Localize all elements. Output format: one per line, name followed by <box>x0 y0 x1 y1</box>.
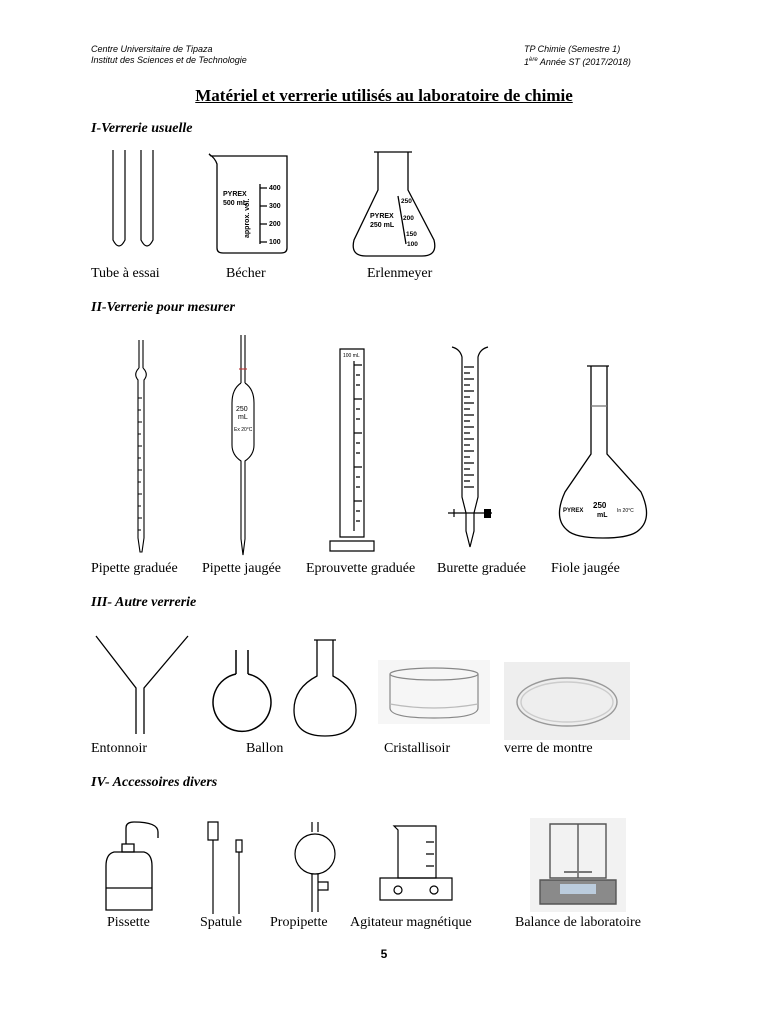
beaker-grad-300: 300 <box>269 203 281 210</box>
label-wash-bottle: Pissette <box>107 915 150 930</box>
label-pipette-bulb: Propipette <box>270 915 328 930</box>
header-university: Centre Universitaire de Tipaza <box>91 44 213 54</box>
section-heading-other-glassware: III- Autre verrerie <box>91 595 197 610</box>
beaker-volume: 500 mL <box>223 200 248 207</box>
label-spatula: Spatule <box>200 915 242 930</box>
round-flask-illustration <box>210 648 274 740</box>
lab-balance-illustration <box>530 818 626 912</box>
section-heading-accessories: IV- Accessoires divers <box>91 775 218 790</box>
label-funnel: Entonnoir <box>91 741 147 756</box>
graduated-pipette-illustration <box>126 338 156 556</box>
header-institute: Institut des Sciences et de Technologie <box>91 55 247 65</box>
label-graduated-pipette: Pipette graduée <box>91 561 178 576</box>
erlenmeyer-illustration <box>348 148 440 260</box>
erlenmeyer-brand: PYREX <box>370 213 394 220</box>
beaker-illustration <box>205 148 295 256</box>
label-beaker: Bécher <box>226 266 266 281</box>
graduated-cylinder-capacity: 100 mL <box>343 353 360 359</box>
label-round-flask: Ballon <box>246 741 284 756</box>
section-heading-measuring-glassware: II-Verrerie pour mesurer <box>91 300 235 315</box>
funnel-illustration <box>92 632 192 736</box>
balance-display <box>560 884 596 894</box>
label-volumetric-pipette: Pipette jaugée <box>202 561 281 576</box>
volumetric-pipette-illustration <box>226 333 260 557</box>
section-heading-usual-glassware: I-Verrerie usuelle <box>91 121 193 136</box>
beaker-grad-400: 400 <box>269 185 281 192</box>
erlenmeyer-grad-100: 100 <box>407 241 418 248</box>
label-crystallizer: Cristallisoir <box>384 741 451 756</box>
flat-bottom-flask-illustration <box>290 636 360 742</box>
watch-glass-illustration <box>504 662 630 740</box>
graduated-cylinder-illustration <box>326 345 380 555</box>
label-lab-balance: Balance de laboratoire <box>515 915 641 930</box>
header-year <box>524 55 631 68</box>
magnetic-stirrer-illustration <box>378 822 454 904</box>
volumetric-pipette-temp: Ex 20°C <box>234 427 253 433</box>
header-course <box>524 44 631 68</box>
volumetric-pipette-volume: 250 <box>236 406 248 413</box>
crystallizer-photo-bg <box>378 660 490 724</box>
burette-illustration <box>446 343 494 553</box>
pipette-bulb-illustration <box>288 818 342 914</box>
label-erlenmeyer: Erlenmeyer <box>367 266 433 281</box>
test-tubes-illustration <box>105 146 175 258</box>
erlenmeyer-grad-200: 200 <box>403 215 414 222</box>
volumetric-flask-unit: mL <box>597 512 608 519</box>
label-volumetric-flask: Fiole jaugée <box>551 561 620 576</box>
page-number: 5 <box>380 947 388 961</box>
header-year-num: 1 <box>524 57 530 67</box>
burette-stopcock-handle <box>484 509 491 518</box>
header-institution <box>91 44 247 66</box>
label-graduated-cylinder: Eprouvette graduée <box>306 561 416 576</box>
volumetric-pipette-unit: mL <box>238 414 248 421</box>
volumetric-flask-illustration <box>553 362 653 542</box>
header-course-name: TP Chimie (Semestre 1) <box>524 44 621 54</box>
crystallizer-illustration <box>378 660 490 724</box>
label-magnetic-stirrer: Agitateur magnétique <box>350 915 472 930</box>
volumetric-flask-temp: In 20°C <box>617 508 634 514</box>
volumetric-flask-brand: PYREX <box>563 508 584 514</box>
spatula-illustration <box>200 818 254 918</box>
beaker-grad-200: 200 <box>269 221 281 228</box>
label-burette: Burette graduée <box>437 561 527 576</box>
header-year-rest: Année ST (2017/2018) <box>537 57 631 67</box>
beaker-brand: PYREX <box>223 191 247 198</box>
label-watch-glass: verre de montre <box>504 741 593 756</box>
volumetric-flask-volume: 250 <box>593 501 607 510</box>
beaker-grad-100: 100 <box>269 239 281 246</box>
beaker-approx: approx. vol. <box>244 198 251 238</box>
label-test-tube: Tube à essai <box>91 266 160 281</box>
header-year-sup: ère <box>529 57 538 63</box>
erlenmeyer-grad-250: 250 <box>401 198 412 205</box>
page-title: Matériel et verrerie utilisés au laboratoire de chimie <box>195 86 573 105</box>
watch-glass-photo-bg <box>504 662 630 740</box>
erlenmeyer-grad-150: 150 <box>406 231 417 238</box>
erlenmeyer-volume: 250 mL <box>370 222 395 229</box>
wash-bottle-illustration <box>100 818 166 914</box>
